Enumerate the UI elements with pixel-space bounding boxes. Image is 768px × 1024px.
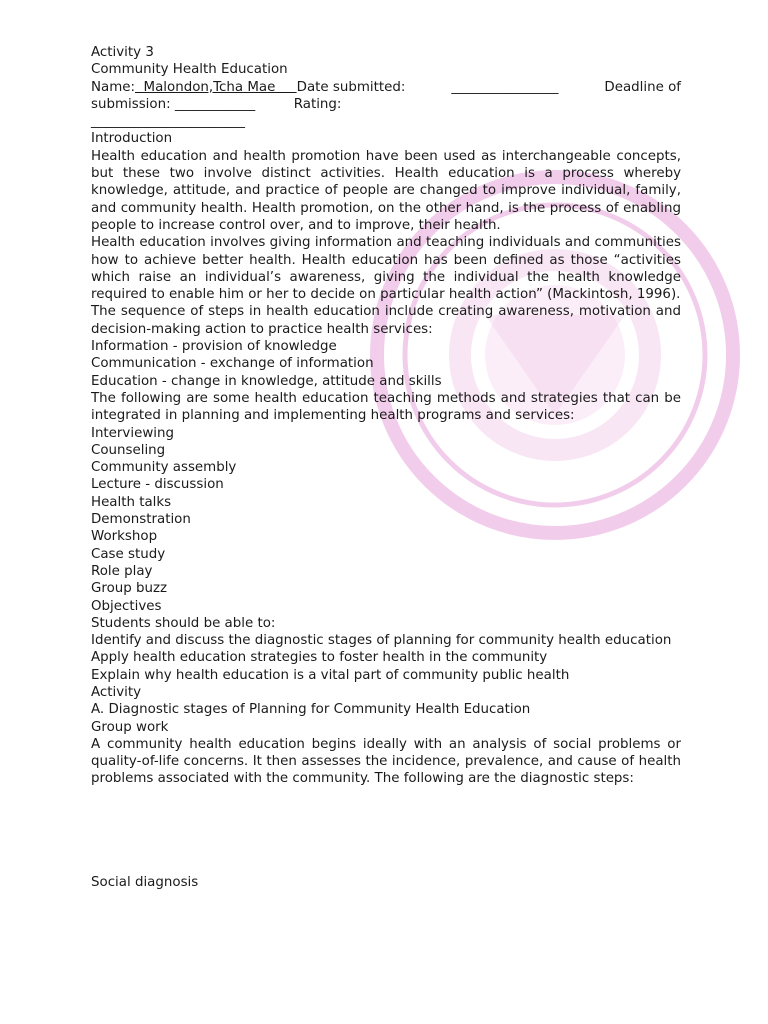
date-blank: ________________ [451, 79, 559, 95]
rating-blank: _______________________ [91, 114, 245, 130]
list-item: Group buzz [91, 581, 168, 597]
group-work-label: Group work [91, 719, 169, 735]
introduction-paragraph-3: The sequence of steps in health education include creating awareness, motivation and decision-making action to practice health services: [91, 304, 681, 337]
objectives-lead: Students should be able to: [91, 615, 276, 631]
list-item: Interviewing [91, 425, 174, 441]
list-item: Explain why health education is a vital part of community public health [91, 667, 570, 683]
list-item: Health talks [91, 494, 172, 510]
activity-title: Activity 3 [91, 45, 154, 60]
objectives-heading: Objectives [91, 598, 162, 614]
list-item: Workshop [91, 529, 158, 545]
list-item: Information - provision of knowledge [91, 339, 337, 355]
introduction-paragraph-2: Health education involves giving information and teaching individuals and communities how to achieve better health. Health education has been defined as those “activities which raise an individual’s awareness, giving the individual the health knowledge required to enable him or her to decide on particular health action” (Mackintosh, 1996). [91, 235, 681, 303]
list-item: Identify and discuss the diagnostic stages of planning for community health education [91, 633, 672, 649]
rating-label: Rating: [293, 96, 342, 112]
list-item: Counseling [91, 442, 166, 458]
name-label: Name: [91, 79, 136, 95]
list-item: Communication - exchange of information [91, 356, 374, 372]
list-item: Role play [91, 563, 153, 579]
activity-heading: Activity [91, 684, 142, 700]
submission-label: submission: ____________ [91, 96, 256, 112]
list-item: Lecture - discussion [91, 477, 224, 493]
list-item: Community assembly [91, 460, 237, 476]
activity-paragraph: A community health education begins ideally with an analysis of social problems or quality-of-life concerns. It then assesses the incidence, prevalence, and cause of health problems associated with the community. The following are the diagnostic steps: [91, 736, 681, 787]
deadline-label: Deadline of [604, 79, 681, 95]
introduction-heading: Introduction [91, 131, 173, 147]
submission-row [91, 96, 681, 113]
document-body [91, 44, 681, 891]
list-item: Demonstration [91, 512, 191, 528]
name-row [91, 79, 681, 96]
introduction-paragraph-1: Health education and health promotion have been used as interchangeable concepts, but these two involve distinct activities. Health education is a process whereby knowledge, attitude, and practice of people are changed to improve individual, family, and community health. Health promotion, on the other hand, is the process of enabling people to increase control over, and to improve, their health. [91, 148, 681, 233]
list-item: Case study [91, 546, 166, 562]
name-value: Malondon,Tcha Mae [135, 79, 297, 95]
introduction-paragraph-4: The following are some health education teaching methods and strategies that can be integrated in planning and implementing health programs and services: [91, 390, 681, 424]
list-item: Education - change in knowledge, attitude and skills [91, 373, 442, 389]
list-item: Apply health education strategies to foster health in the community [91, 650, 548, 666]
date-label: Date submitted: [296, 79, 406, 95]
course-title: Community Health Education [91, 62, 288, 78]
social-diagnosis-heading: Social diagnosis [91, 874, 199, 890]
part-a-heading: A. Diagnostic stages of Planning for Community Health Education [91, 702, 531, 718]
